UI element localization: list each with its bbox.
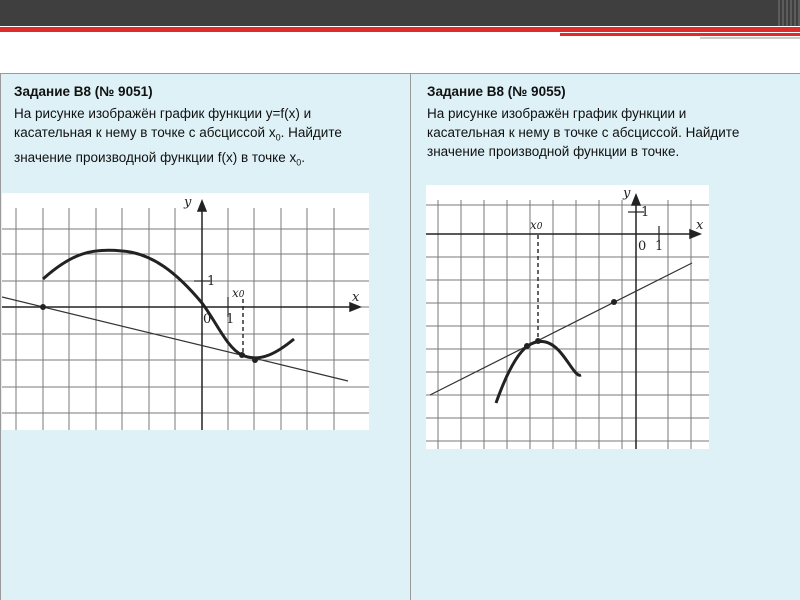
red-accent-line-short	[560, 33, 800, 36]
task-statement-right	[427, 104, 739, 161]
task-statement-left	[14, 104, 342, 172]
function-graph-right	[426, 185, 709, 449]
function-graph-left	[2, 193, 369, 430]
red-accent-line	[0, 27, 800, 32]
subscript: 0	[275, 132, 281, 143]
tangent-line	[430, 263, 692, 395]
slide-top-bar	[0, 0, 800, 26]
statement-text: значение производной функции f(x) в точке x	[14, 149, 297, 165]
y-axis-label: y	[184, 195, 192, 210]
x0-label-subscript: 0	[536, 222, 543, 232]
function-curve	[43, 250, 294, 358]
statement-text: . Найдите	[280, 125, 342, 140]
x-axis-label: x	[696, 218, 704, 233]
task-title-left: Задание В8 (№ 9051)	[14, 84, 153, 99]
y-unit-label: 1	[641, 205, 650, 220]
x-unit-label: 1	[226, 312, 235, 327]
grid	[426, 200, 709, 449]
statement-line: значение производной функции в точке.	[427, 144, 680, 159]
x-unit-label: 1	[655, 239, 664, 254]
graph-svg-right	[426, 185, 709, 449]
task-title-right: Задание В8 (№ 9055)	[427, 84, 566, 99]
gray-accent-line	[700, 37, 800, 39]
tangency-point	[239, 352, 245, 358]
origin-label: 0	[638, 239, 647, 254]
x0-label-subscript: 0	[238, 290, 245, 300]
statement-line: На рисунке изображён график функции y=f(x) и	[14, 106, 312, 121]
grid	[2, 208, 369, 430]
subscript: 0	[296, 157, 302, 168]
graph-svg-left	[2, 193, 369, 430]
x0-label	[530, 218, 543, 232]
statement-line	[14, 123, 342, 148]
tangent-point	[524, 343, 530, 349]
axes	[2, 201, 360, 430]
y-axis-label: y	[623, 186, 631, 201]
tangent-point	[611, 299, 617, 305]
x0-label	[232, 286, 245, 300]
statement-line: На рисунке изображён график функции и	[427, 106, 687, 121]
table-top-border	[0, 73, 800, 74]
tangent-point	[252, 357, 258, 363]
x-axis-label: x	[352, 290, 360, 305]
curve-point	[40, 304, 46, 310]
origin-label: 0	[203, 312, 212, 327]
statement-text: .	[301, 149, 305, 165]
top-bar-texture	[776, 0, 800, 26]
statement-text: касательная к нему в точке с абсциссой x	[14, 125, 276, 140]
x0-label-base: x	[530, 218, 537, 232]
tangency-point	[535, 338, 541, 344]
x0-label-base: x	[232, 286, 239, 300]
y-unit-label: 1	[207, 274, 216, 289]
statement-line	[14, 148, 342, 173]
statement-line: касательная к нему в точке с абсциссой. Найдите	[427, 125, 740, 140]
